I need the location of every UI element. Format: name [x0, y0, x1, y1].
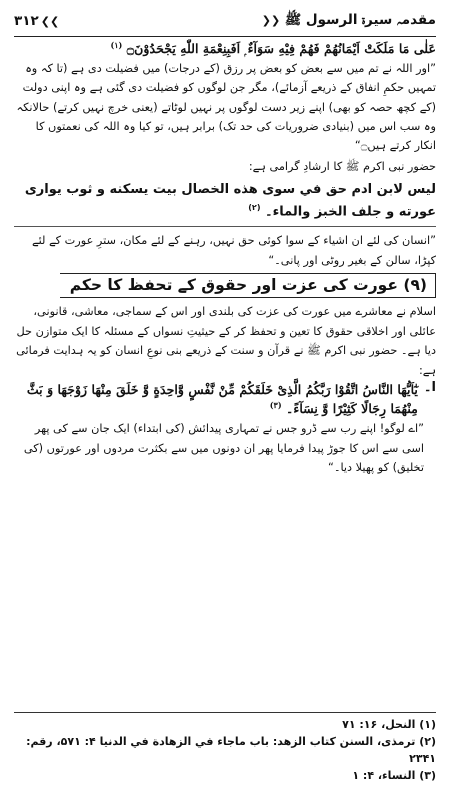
hadith-text [14, 179, 436, 224]
page-number-ornament: ❯❯ [40, 14, 60, 28]
verse-2-ref: (۳) [269, 400, 282, 411]
verse-1-text: عَلٰى مَا مَلَكَتْ اَيْمَانُهُمْ فَهُمْ فِيْهِ سَوَآءٌ ۭ اَفَبِنِعْمَةِ اللّٰهِ يَجْحَدُوْنَ۝ [126, 41, 436, 57]
page-header [14, 6, 436, 37]
page-number-value: ۳۱۲ [14, 13, 39, 29]
section-paragraph: اسلام نے معاشرے میں عورت کی عزت کی بلندی اور اس کے سماجی، معاشی، قانونی، عائلی اور اخلاقی حقوق کا تعین و تحفظ کر کے حیثیتِ نسواں کے مسئلہ کا ایک متوازن حل دیا ہے۔ حضور نبی اکرم ﷺ نے قرآن و سنت کے ذریعے بنی نوعِ انسان کو یہ ہدایت فرمائی ہے: [16, 305, 436, 377]
section-heading: (۹) عورت کی عزت اور حقوق کے تحفظ کا حکم [60, 273, 436, 298]
quran-verse-2 [14, 380, 436, 419]
translation-2: ”انسان کی لئے ان اشیاء کے سوا کوئی حق نہیں، رہنے کے لئے مکان، سترِ عورت کے لئے کپڑا، سالن کے بغیر روٹی اور پانی۔“ [32, 234, 436, 267]
header-title: مقدمہ سیرۃ الرسول ﷺ ❮❮ [261, 12, 436, 28]
footnotes [14, 712, 436, 784]
translation-3: ”اے لوگو! اپنے رب سے ڈرو جس نے تمہاری پیدائش (کی ابتداء) ایک جان سے کی پھر اسی سے اس کا جوڑ پیدا فرمایا پھر ان دونوں میں سے بکثرت مردوں اور عورتوں (کی تخلیق) کو پھیلا دیا۔“ [23, 422, 424, 474]
quran-verse-1 [14, 39, 436, 59]
verse-1-ref: (۱) [110, 40, 123, 50]
footnote-1: (۱) النحل، ۱۶: ۷۱ [342, 718, 436, 731]
translation-1: ”اور اللہ نے تم میں سے بعض کو بعض پر رزق (کے درجات) میں فضیلت دی ہے (تا کہ وہ تمہیں حکمِ انفاق کے ذریعے آزمائے)، مگر جن لوگوں کو فضیلت دی گئی ہے وہ اپنی دولت (کے کچھ حصہ کو بھی) اپنے زیر دست لوگوں پر نہیں لوٹاتے (یعنی خرچ نہیں کرتے) حالانکہ وہ سب اس میں (بنیادی ضروریات کی حد تک) برابر ہیں، تو کیا وہ اللہ کی نعمتوں کا انکار کرتے ہیں۝“ [16, 61, 436, 153]
page-number [14, 13, 59, 29]
verse-2-number: ا۔ [423, 379, 436, 395]
hadith-body: ليس لابن ادم حق في سوى هذه الخصال بيت يسكنه و ثوب يوارى عورته و جلف الخبز والماء۔ [24, 181, 436, 220]
hadith-ref: (۲) [248, 202, 261, 212]
verse-2-body [14, 380, 418, 419]
verse-2-text: يٰٓاَيُّهَا النَّاسُ اتَّقُوْا رَبَّكُمُ الَّذِىْ خَلَقَكُمْ مِّنْ نَّفْسٍ وَّاحِدَةٍ وَّ خَلَقَ مِنْهَا زَوْجَهَا وَ بَثَّ مِنْهُمَا رِجَالًا كَثِيْرًا وَّ نِسَآءً۔ [26, 381, 418, 417]
footnote-3: (۳) النساء، ۴: ۱ [352, 769, 436, 783]
hadith-intro: حضور نبی اکرم ﷺ کا ارشادِ گرامی ہے: [248, 159, 436, 173]
section-heading-row [14, 273, 436, 298]
footnote-2: (۲) ترمذی، السنن كتاب الزهد: باب ماجاء في الزهادة في الدنيا ۴: ۵۷۱، رقم: ۲۳۴۱ [26, 735, 436, 766]
divider [14, 226, 436, 227]
header-ornament: ❮❮ [261, 14, 281, 27]
